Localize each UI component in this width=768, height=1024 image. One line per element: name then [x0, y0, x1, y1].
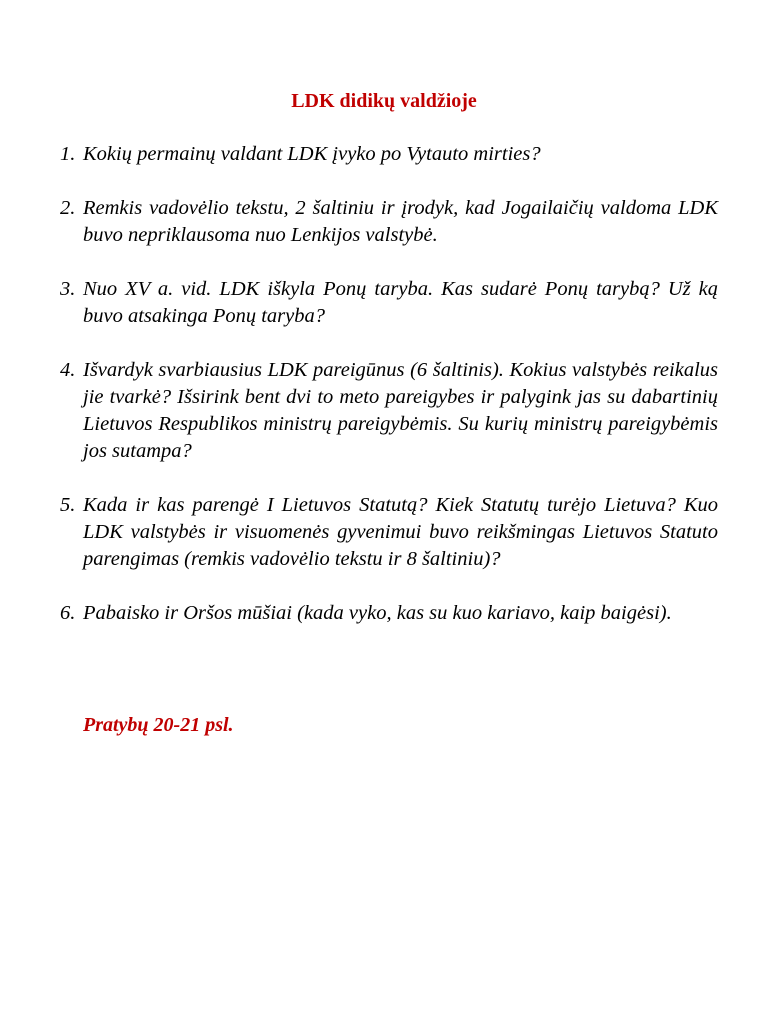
question-text: Kada ir kas parengė I Lietuvos Statutą? Kiek Statutų turėjo Lietuva? Kuo LDK valstybės ir visuomenės gyvenimui buvo reikšmingas Lietuvos Statuto parengimas (remkis vadovėlio tekstu ir 8 šaltiniu)?	[83, 494, 718, 570]
question-text: Kokių permainų valdant LDK įvyko po Vytauto mirties?	[83, 143, 541, 165]
question-text: Nuo XV a. vid. LDK iškyla Ponų taryba. Kas sudarė Ponų tarybą? Už ką buvo atsakinga Ponų taryba?	[83, 278, 718, 327]
document-title: LDK didikų valdžioje	[291, 90, 477, 112]
question-number: 2.	[60, 197, 76, 219]
question-list	[60, 141, 718, 654]
question-number: 1.	[60, 143, 76, 165]
question-number: 5.	[60, 494, 76, 516]
question-number: 4.	[60, 359, 76, 381]
question-item	[60, 600, 718, 627]
question-text: Remkis vadovėlio tekstu, 2 šaltiniu ir įrodyk, kad Jogailaičių valdoma LDK buvo nepriklausoma nuo Lenkijos valstybė.	[83, 197, 718, 246]
question-item	[60, 195, 718, 249]
question-item	[60, 357, 718, 465]
question-item	[60, 141, 718, 168]
question-number: 3.	[60, 278, 76, 300]
question-number: 6.	[60, 602, 76, 624]
question-text: Išvardyk svarbiausius LDK pareigūnus (6 šaltinis). Kokius valstybės reikalus jie tvarkė? Išsirink bent dvi to meto pareigybes ir palygink jas su dabartinių Lietuvos Respublikos ministrų pareigybėmis. Su kurių ministrų pareigybėmis jos sutampa?	[83, 359, 718, 462]
question-item	[60, 276, 718, 330]
question-text: Pabaisko ir Oršos mūšiai (kada vyko, kas su kuo kariavo, kaip baigėsi).	[83, 602, 672, 624]
workbook-pages-note: Pratybų 20-21 psl.	[83, 714, 234, 736]
question-item	[60, 492, 718, 573]
